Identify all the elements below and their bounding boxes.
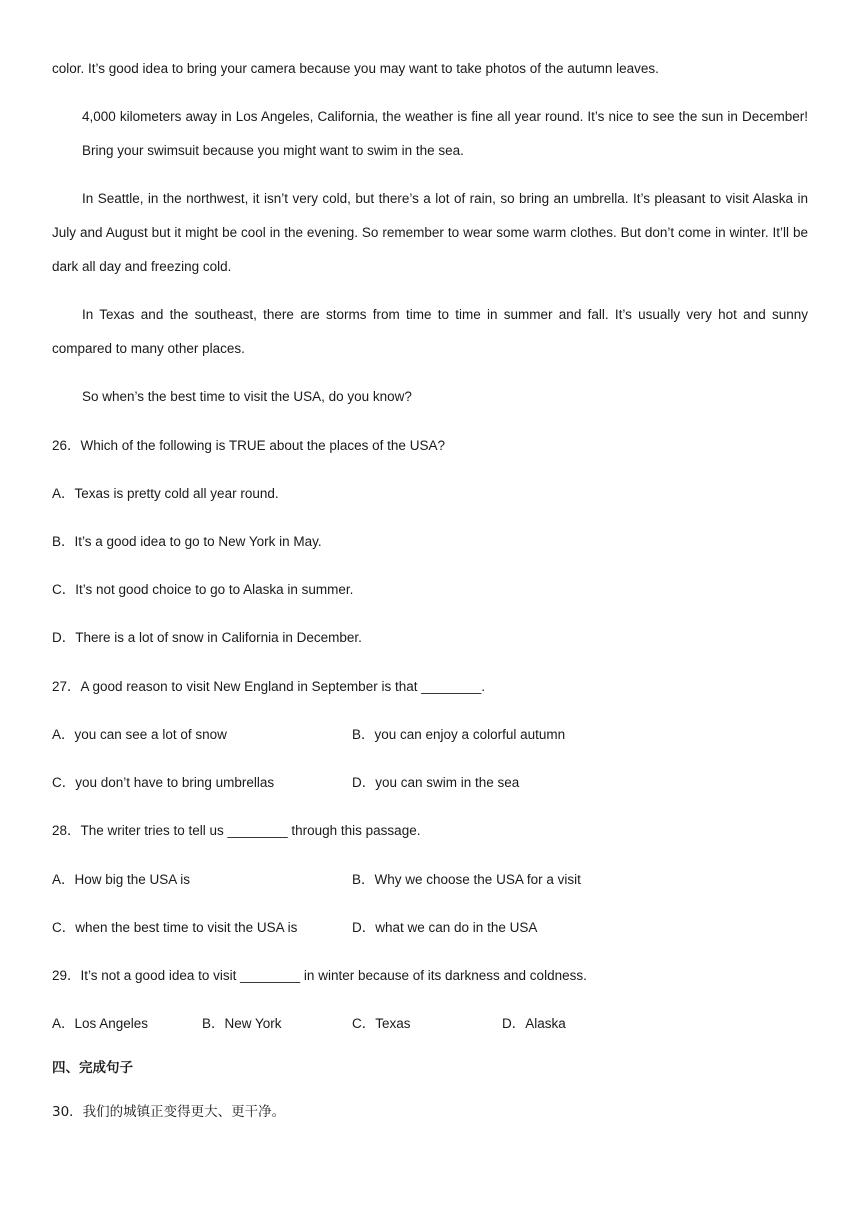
question-29-option-d: D．Alaska — [502, 1016, 566, 1031]
passage-paragraph-2-text: In Seattle, in the northwest, it isn’t very cold, but there’s a lot of rain, so bring an umbrella. It’s pleasant to visit Alaska in July and August but it might be cool in the evening. So remember to wear some warm clothes. But don’t come in winter. It’ll be dark all day and freezing cold. — [52, 191, 808, 274]
question-29-option-b: B．New York — [202, 1016, 282, 1031]
question-29-option-c: C．Texas — [352, 1016, 411, 1031]
question-26-option-d: D．There is a lot of snow in California in December. — [52, 630, 362, 645]
question-26-stem: 26．Which of the following is TRUE about the places of the USA? — [52, 438, 445, 453]
passage-paragraph-3 — [52, 298, 808, 366]
passage-paragraph-2 — [52, 182, 808, 284]
question-27-option-c: C．you don’t have to bring umbrellas — [52, 775, 275, 790]
question-28-option-b: B．Why we choose the USA for a visit — [352, 872, 581, 887]
question-28-option-c: C．when the best time to visit the USA is — [52, 920, 298, 935]
question-26-option-a: A．Texas is pretty cold all year round. — [52, 486, 279, 501]
question-28-option-d: D．what we can do in the USA — [352, 920, 538, 935]
question-28-option-a: A．How big the USA is — [52, 872, 191, 887]
section-4-heading: 四、完成句子 — [52, 1060, 133, 1076]
passage-paragraph-1-text: 4,000 kilometers away in Los Angeles, California, the weather is fine all year round. It’s nice to see the sun in December! Bring your swimsuit because you might want to swim in the sea. — [82, 109, 808, 158]
question-29-stem: 29．It’s not a good idea to visit ________ in winter because of its darkness and coldness. — [52, 968, 587, 983]
question-29-option-a: A．Los Angeles — [52, 1016, 149, 1031]
passage-paragraph-3-text: In Texas and the southeast, there are storms from time to time in summer and fall. It’s usually very hot and sunny compared to many other places. — [52, 307, 808, 356]
passage-paragraph-1 — [52, 100, 808, 168]
question-27-stem: 27．A good reason to visit New England in September is that ________. — [52, 679, 486, 694]
question-30-stem: 30．我们的城镇正变得更大、更干净。 — [52, 1104, 286, 1120]
question-26-option-b: B．It’s a good idea to go to New York in May. — [52, 534, 322, 549]
question-27-option-a: A．you can see a lot of snow — [52, 727, 227, 742]
passage-paragraph-0-end: color. It’s good idea to bring your camera because you may want to take photos of the autumn leaves. — [52, 61, 659, 76]
question-27-option-d: D．you can swim in the sea — [352, 775, 520, 790]
passage-paragraph-4: So when’s the best time to visit the USA, do you know? — [82, 389, 412, 404]
question-28-stem: 28．The writer tries to tell us ________ through this passage. — [52, 823, 421, 838]
question-27-option-b: B．you can enjoy a colorful autumn — [352, 727, 566, 742]
question-26-option-c: C．It’s not good choice to go to Alaska in summer. — [52, 582, 354, 597]
